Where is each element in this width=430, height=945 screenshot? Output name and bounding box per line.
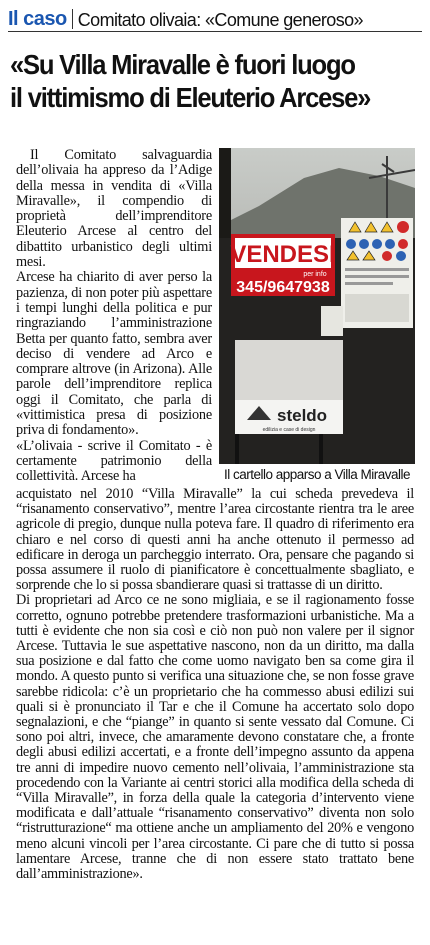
article-body-full-width xyxy=(16,487,414,882)
headline-line-1: «Su Villa Miravalle è fuori luogo xyxy=(10,49,355,80)
kicker-topic: Comitato olivaia: «Comune generoso» xyxy=(77,10,363,30)
kicker-divider xyxy=(72,9,73,29)
paragraph-quote-start: «L’olivaia - scrive il Comitato - è certamente patrimonio della collettività. Arcese ha xyxy=(16,437,212,485)
agency-tagline-text: edilizia e case di design xyxy=(262,427,316,433)
paragraph-intro: Il Comitato salvaguardia dell’olivaia ha appreso da l’Adige della messa in vendita di «Villa Miravalle», il compendio di proprietà dell’imprenditore Eleuterio Arcese al centro del dibattito urbanistico degli ultimi mesi. xyxy=(16,147,212,271)
paragraph-owners: Di proprietari ad Arco ce ne sono migliaia, e se il ragionamento fosse corretto, ognuno potrebbe pretendere trasformazioni urbanistiche. Ma a tutti è evidente che non sia così e ciò non può non valere per il signor Arcese. Tuttavia le sue aspettative nascono, non da un diritto, ma dalla sua posizione e dal fatto che come uomo navigato ben sa come gira il mondo. A questo punto si verifica una situazione che, se non fosse grave sarebbe ridicola: c’è un proprietario che ha commesso abusi edilizi sui quali si è pronunciato il Tar e che il Comune ha accertato solo dopo segnalazioni, e che “piange” in quanto si sente vessato dal Comune. Ci sono poi altri, invece, che amaramente devono constatare che, a fronte degli abusi edilizi accertati, e a fronte dell’impegno assunto da appena tre anni di impedire nuovo cemento nell’olivaia, l’amministrazione sta procedendo con la Variante ai centri storici alla modifica della scheda di “Villa Miravalle”, in forza della quale la categoria d’intervento viene modificata e dall’attuale “risanamento conservativo” diventa non solo “ristrutturazione“ ma ottiene anche un ampliamento del 20% e vengono meno alcuni vincoli per l’area circostante. Ci pare che di tutto si possa lamentare Arcese, tranne che di non essere stato trattato bene dall’amministrazione». xyxy=(16,592,414,883)
agency-logo-text: steldo xyxy=(277,406,328,425)
sign-vendesi-text: VENDESI xyxy=(230,241,336,268)
article-column xyxy=(16,148,212,485)
site-notice-board xyxy=(341,218,413,328)
vendesi-sign xyxy=(230,234,335,296)
headline-line-2: il vittimismo di Eleuterio Arcese» xyxy=(10,82,371,113)
headline xyxy=(10,48,393,114)
article-photo xyxy=(219,148,415,464)
agency-sign xyxy=(235,340,343,434)
small-notice xyxy=(321,306,343,336)
section-label: Il caso xyxy=(8,8,67,30)
paragraph-acquisition: acquistato nel 2010 “Villa Miravalle” la cui scheda prevedeva il “risanamento conservativo”, mentre l’area circostante rientra tra le aree agricole di pregio, dunque nulla poteva fare. Il quadro di riferimento era chiaro e nel corso di questi anni ha anche ottenuto il permesso ad edificare in deroga un parcheggio interrato. Ora, pensare che pagando si possa assumere il ruolo di pianificatore è concettualmente sbagliato, e sorprende che lo si possa sbandierare quasi si trattasse di un diritto. xyxy=(16,486,414,594)
paragraph-arcese: Arcese ha chiarito di aver perso la pazienza, di non poter più aspettare i tempi lunghi della politica e pur ringraziando l’amministrazione Betta per quanto fatto, sembra aver deciso di vendere ad Arco e comprare altrove (in Arizona). Alle parole dell’imprenditore replica oggi il Comitato, che parla di «vittimistica presa di posizione priva di fondamento». xyxy=(16,269,212,439)
sign-phone-text: 345/9647938 xyxy=(236,279,330,296)
sign-per-info-text: per info xyxy=(303,271,327,278)
photo-caption: Il cartello apparso a Villa Miravalle xyxy=(223,467,411,482)
kicker-bar xyxy=(8,3,422,32)
